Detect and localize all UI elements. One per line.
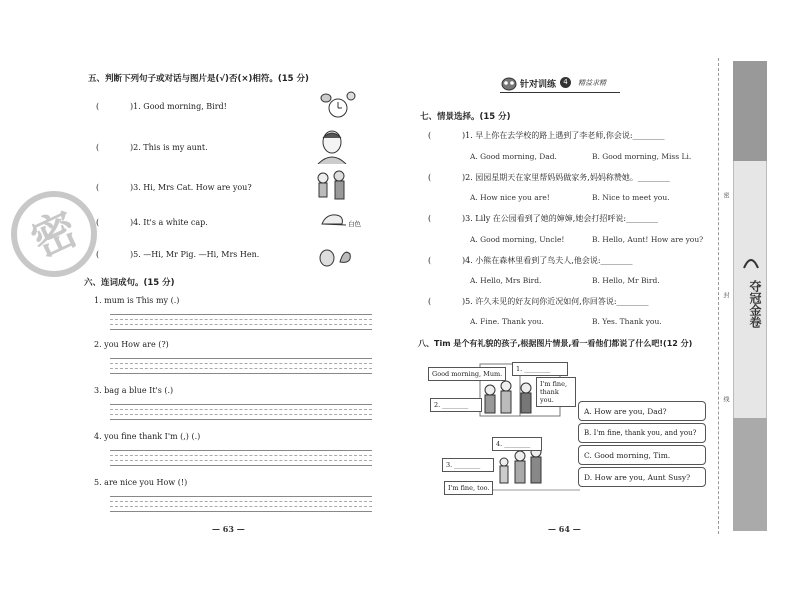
bubble-im-fine-thank-you: I'm fine, thank you. [536, 377, 576, 407]
s5-item-3: ( )3. Hi, Mrs Cat. How are you? [96, 183, 252, 192]
bubble-3: 3. ________ [442, 458, 494, 472]
page-number-left: — 63 — [212, 524, 245, 534]
s7-item-5: ( )5. 许久未见的好友问你近况如何,你回答说:________ [428, 297, 649, 306]
s7-item-1-b: B. Good morning, Miss Li. [592, 152, 692, 161]
s7-item-5-b: B. Yes. Thank you. [592, 317, 662, 326]
seal-mark-3: 线 [722, 396, 729, 402]
brand-logo-icon [742, 250, 760, 272]
s7-item-5-a: A. Fine. Thank you. [470, 317, 544, 326]
answer-d: D. How are you, Aunt Susy? [584, 473, 691, 482]
s7-item-2-a: A. How nice you are! [470, 193, 550, 202]
brand-text: 夺冠金卷 [748, 280, 762, 328]
s5-item-4: ( )4. It's a white cap. [96, 218, 208, 227]
seal-mark-1: 密 [722, 192, 729, 198]
s6-item-4: 4. you fine thank I'm (,) (.) [94, 432, 201, 441]
secret-stamp [8, 188, 100, 280]
s5-item-2: ( )2. This is my aunt. [96, 143, 208, 152]
svg-text:密: 密 [23, 202, 86, 268]
owl-icon [500, 75, 518, 91]
bubble-2: 2. ________ [430, 398, 482, 412]
side-strip-bottom [733, 418, 767, 531]
side-strip-top [733, 61, 767, 161]
s7-item-1: ( )1. 早上你在去学校的路上遇到了李老师,你会说:________ [428, 131, 665, 140]
aunt-portrait-illustration [314, 128, 350, 164]
section6-title: 六、连词成句。(15 分) [84, 278, 175, 288]
s7-item-4: ( )4. 小熊在森林里看到了鸟夫人,他会说:________ [428, 256, 633, 265]
answer-c: C. Good morning, Tim. [584, 451, 671, 460]
s7-item-4-a: A. Hello, Mrs Bird. [470, 276, 542, 285]
s6-item-5: 5. are nice you How (!) [94, 478, 188, 487]
s6-item-2: 2. you How are (?) [94, 340, 169, 349]
header-subtitle: 精益求精 [578, 79, 606, 87]
s7-item-3-b: B. Hello, Aunt! How are you? [592, 235, 704, 244]
bubble-1: 1. ________ [512, 362, 568, 376]
bubble-im-fine-too: I'm fine, too. [444, 481, 493, 495]
s7-item-4-b: B. Hello, Mr Bird. [592, 276, 660, 285]
page-number-right: — 64 — [548, 524, 581, 534]
answer-b: B. I'm fine, thank you, and you? [584, 429, 697, 437]
cat-people-illustration [314, 170, 350, 204]
cap-color-label: 白色 [348, 220, 361, 228]
binding-line [718, 58, 719, 534]
bubble-4: 4. ________ [492, 437, 542, 451]
s5-item-5: ( )5. —Hi, Mr Pig. —Hi, Mrs Hen. [96, 250, 260, 259]
s5-item-1: ( )1. Good morning, Bird! [96, 102, 227, 111]
section7-title: 七、情景选择。(15 分) [420, 112, 511, 122]
s7-item-2: ( )2. 园园星期天在家里帮妈妈做家务,妈妈称赞她。________ [428, 173, 670, 182]
section8-title: 八、Tim 是个有礼貌的孩子,根据图片情景,看一看他们都说了什么吧!(12 分) [418, 339, 693, 348]
section5-title: 五、判断下列句子或对话与图片是(√)否(×)相符。(15 分) [88, 74, 309, 84]
header-title: 针对训练 [520, 80, 557, 90]
s7-item-1-a: A. Good morning, Dad. [470, 152, 557, 161]
bubble-good-morning-mum: Good morning, Mum. [428, 367, 506, 381]
seal-mark-2: 封 [722, 292, 729, 298]
right-header [500, 75, 640, 91]
cap-illustration [320, 212, 348, 228]
s6-item-1: 1. mum is This my (.) [94, 296, 180, 305]
s7-item-3: ( )3. Lily 在公园看到了她的婶婶,她会打招呼说:________ [428, 214, 659, 223]
s7-item-2-b: B. Nice to meet you. [592, 193, 670, 202]
pig-hen-illustration [318, 242, 354, 268]
bird-clock-illustration [318, 88, 358, 120]
answer-a: A. How are you, Dad? [584, 407, 667, 416]
s6-item-3: 3. bag a blue It's (.) [94, 386, 174, 395]
header-badge: 4 [560, 77, 571, 88]
s7-item-3-a: A. Good morning, Uncle! [470, 235, 565, 244]
